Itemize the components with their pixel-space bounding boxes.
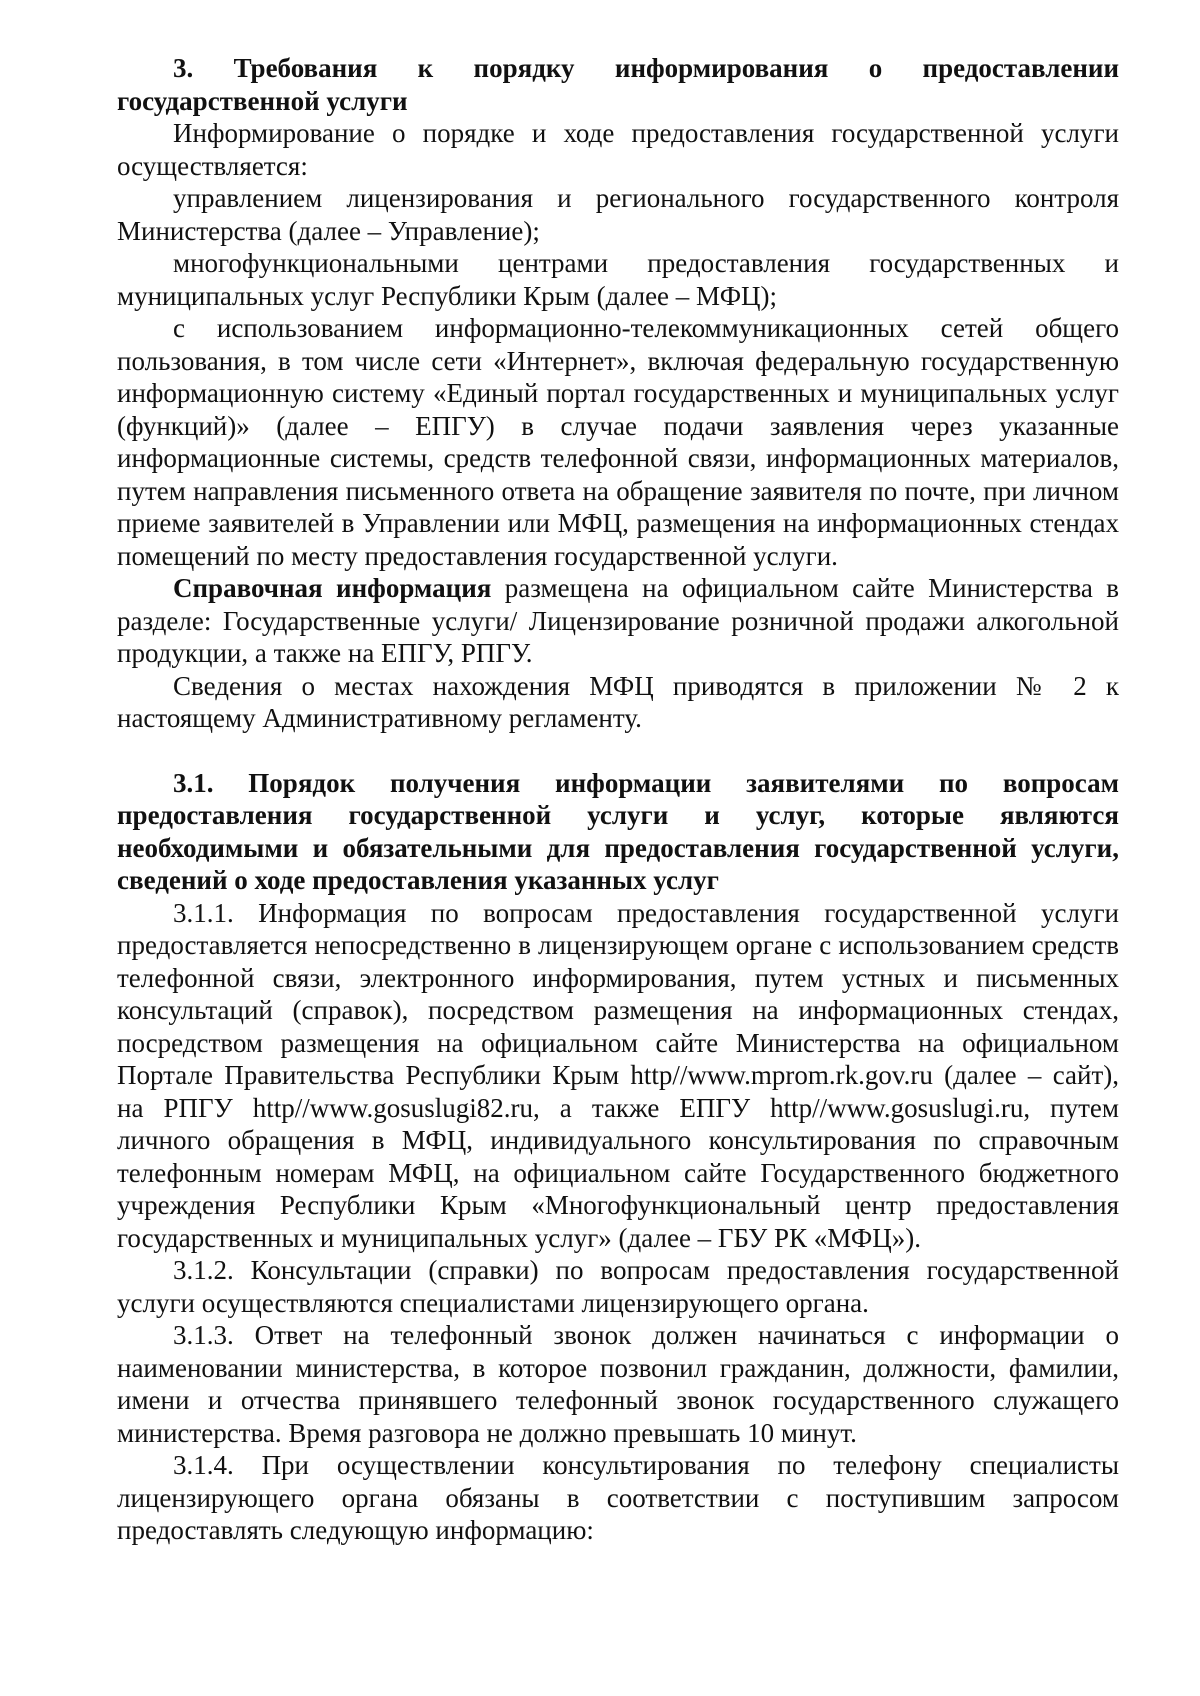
reference-info-label: Справочная информация bbox=[173, 573, 492, 603]
paragraph-mfc-locations: Сведения о местах нахождения МФЦ приводятся в приложении № 2 к настоящему Административному регламенту. bbox=[117, 670, 1119, 733]
paragraph-mfc: многофункциональными центрами предоставления государственных и муниципальных услуг Республики Крым (далее – МФЦ); bbox=[117, 248, 1119, 311]
section-3-1-heading: 3.1. Порядок получения информации заявителями по вопросам предоставления государственной услуги и услуг, которые являются необходимыми и обязательными для предоставления государственной услуги, сведений о ходе предоставления указанных услуг bbox=[117, 767, 1119, 895]
paragraph-reference-info bbox=[117, 572, 1119, 670]
paragraph-3-1-2: 3.1.2. Консультации (справки) по вопросам предоставления государственной услуги осуществляются специалистами лицензирующего органа. bbox=[117, 1255, 1119, 1318]
paragraph-informing-intro: Информирование о порядке и ходе предоставления государственной услуги осуществляется: bbox=[117, 118, 1119, 181]
paragraph-3-1-4: 3.1.4. При осуществлении консультирования по телефону специалисты лицензирующего органа обязаны в соответствии с поступившим запросом предоставлять следующую информацию: bbox=[117, 1450, 1119, 1545]
paragraph-department: управлением лицензирования и регионального государственного контроля Министерства (далее – Управление); bbox=[117, 183, 1119, 246]
reference-info-text: размещена на официальном сайте Министерства в разделе: Государственные услуги/ Лицензирование розничной продажи алкогольной продукции, а также на ЕПГУ, РПГУ. bbox=[117, 573, 1119, 668]
paragraph-3-1-3: 3.1.3. Ответ на телефонный звонок должен начинаться с информации о наименовании министерства, в которое позвонил гражданин, должности, фамилии, имени и отчества принявшего телефонный звонок государственного служащего министерства. Время разговора не должно превышать 10 минут. bbox=[117, 1320, 1119, 1448]
paragraph-3-1-1: 3.1.1. Информация по вопросам предоставления государственной услуги предоставляется непосредственно в лицензирующем органе с использованием средств телефонной связи, электронного информирования, путем устных и письменных консультаций (справок), посредством размещения на информационных стендах, посредством размещения на официальном сайте Министерства на официальном Портале Правительства Республики Крым http//www.mprom.rk.gov.ru (далее – сайт), на РПГУ http//www.gosuslugi82.ru, а также ЕПГУ http//www.gosuslugi.ru, путем личного обращения в МФЦ, индивидуального консультирования по справочным телефонным номерам МФЦ, на официальном сайте Государственного бюджетного учреждения Республики Крым «Многофункциональный центр предоставления государственных и муниципальных услуг» (далее – ГБУ РК «МФЦ»). bbox=[117, 897, 1119, 1253]
paragraph-networks: с использованием информационно-телекоммуникационных сетей общего пользования, в том числе сети «Интернет», включая федеральную государственную информационную систему «Единый портал государственных и муниципальных услуг (функций)» (далее – ЕПГУ) в случае подачи заявления через указанные информационные системы, средств телефонной связи, информационных материалов, путем направления письменного ответа на обращение заявителя по почте, при личном приеме заявителей в Управлении или МФЦ, размещения на информационных стендах помещений по месту предоставления государственной услуги. bbox=[117, 313, 1119, 571]
document-page bbox=[117, 52, 1119, 1547]
section-3-heading: 3. Требования к порядку информирования о предоставлении государственной услуги bbox=[117, 53, 1119, 116]
